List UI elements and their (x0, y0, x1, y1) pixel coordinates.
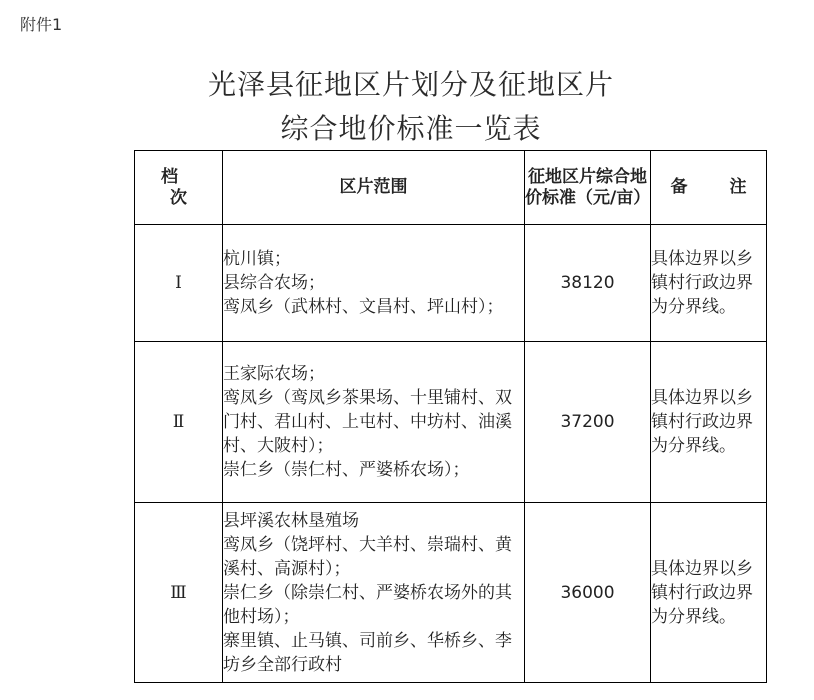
note-cell: 具体边界以乡镇村行政边界为分界线。 (651, 225, 767, 342)
scope-item: 县坪溪农林垦殖场 (223, 510, 359, 531)
price-cell: 38120 (525, 225, 651, 342)
scope-cell (223, 503, 525, 683)
table-header-row (135, 151, 767, 225)
header-scope: 区片范围 (223, 151, 525, 225)
scope-item: 鸾凤乡（鸾凤乡茶果场、十里铺村、双门村、君山村、上屯村、中坊村、油溪村、大陂村）； (223, 388, 512, 456)
price-cell: 36000 (525, 503, 651, 683)
document-title-line-1: 光泽县征地区片划分及征地区片 (207, 68, 614, 101)
scope-item: 鸾凤乡（武林村、文昌村、坪山村）； (223, 297, 504, 317)
scope-item: 寨里镇、止马镇、司前乡、华桥乡、李坊乡全部行政村 (223, 630, 512, 675)
scope-cell (223, 225, 525, 342)
scope-item: 王家际农场； (223, 364, 325, 384)
attachment-label: 附件1 (20, 15, 63, 34)
grade-cell: Ⅲ (135, 503, 223, 683)
note-cell: 具体边界以乡镇村行政边界为分界线。 (651, 503, 767, 683)
table-row (135, 503, 767, 683)
grade-cell: Ⅱ (135, 342, 223, 503)
header-price: 征地区片综合地价标准（元/亩） (525, 151, 651, 225)
price-cell: 37200 (525, 342, 651, 503)
scope-item: 杭川镇； (223, 249, 291, 269)
scope-cell (223, 342, 525, 503)
grade-cell: Ⅰ (135, 225, 223, 342)
scope-item: 县综合农场； (223, 273, 325, 293)
table-row (135, 225, 767, 342)
table-row (135, 342, 767, 503)
note-cell: 具体边界以乡镇村行政边界为分界线。 (651, 342, 767, 503)
land-price-table (134, 150, 767, 683)
document-title-line-2: 综合地价标准一览表 (280, 112, 542, 145)
scope-item: 崇仁乡（崇仁村、严婆桥农场）； (223, 460, 470, 480)
scope-item: 崇仁乡（除崇仁村、严婆桥农场外的其他村场）； (223, 582, 512, 627)
header-note: 备 注 (651, 151, 767, 225)
header-grade: 档 次 (135, 151, 223, 225)
scope-item: 鸾凤乡（饶坪村、大羊村、崇瑞村、黄溪村、高源村）； (223, 534, 512, 579)
